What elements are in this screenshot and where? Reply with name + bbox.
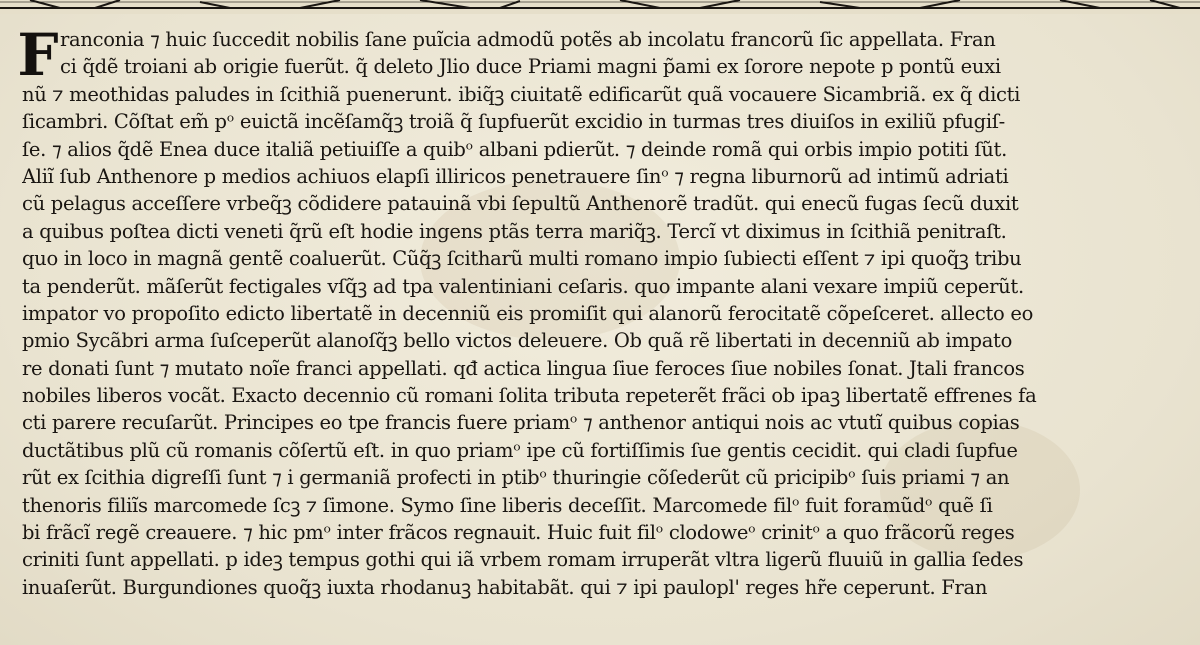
text-line: nũ ⁊ meothidas paludes in ſcithiã puenerunt. ibiq̃ꝫ ciuitatẽ edificarũt quã vocauere Sicambriã. ex q̃ dicti: [22, 82, 1021, 106]
text-line: a quibus poſtea dicti veneti q̃rũ eſt hodie ingens ptãs terra mariq̃ꝫ. Tercĩ vt diximus in ſcithiã penitraſt.: [22, 219, 1007, 243]
text-line: Aliĩ ſub Anthenore p medios achiuos elapſi illiricos penetrauere ſinᵒ ⁊ regna liburnorũ ad intimũ adriati: [22, 164, 1009, 188]
text-line: cũ pelagus acceſſere vrbeq̃ꝫ cõdidere patauinã vbi ſepultũ Anthenorẽ tradũt. qui enecũ fugas ſecũ duxit: [22, 192, 1019, 216]
text-line: ſicambri. Cõſtat em̃ pᵒ euictã incẽſamq̃ꝫ troiã q̃ ſupfuerũt excidio in turmas tres diuiſos in exiliũ pfugiſ-: [22, 110, 1005, 134]
text-line: ci q̃dẽ troiani ab origie fuerũt. q̃ deleto Jlio duce Priami magni p̃ami ex ſorore nepote p pontũ euxi: [60, 55, 1001, 79]
text-line: rũt ex ſcithia digreſſi ſunt ⁊ i germaniã profecti in ptibᵒ thuringie cõſederũt cũ pricipibᵒ ſuis priami ⁊ an: [22, 466, 1010, 490]
body-text: [22, 26, 1192, 601]
text-line: cti parere recuſarũt. Principes eo tpe francis fuere priamᵒ ⁊ anthenor antiqui nois ac vtutĩ quibus copias: [22, 411, 1020, 435]
text-line: inuaſerũt. Burgundiones quoq̃ꝫ iuxta rhodanuꝫ habitabãt. qui ⁊ ipi paulopl' reges hr̃e ceperunt. Fran: [22, 575, 988, 599]
text-line: ta penderũt. mãſerũt fectigales vſq̃ꝫ ad tpa valentiniani ceſaris. quo impante alani vexare impiũ ceperũt.: [22, 274, 1024, 298]
text-line: nobiles liberos vocãt. Exacto decennio cũ romani ſolita tributa repeterẽt frãci ob ipaꝫ libertatẽ effrenes fa: [22, 384, 1037, 408]
text-line: bi frãcĩ regẽ creauere. ⁊ hic pmᵒ inter frãcos regnauit. Huic fuit filᵒ clodoweᵒ crinitᵒ a quo frãcorũ reges: [22, 521, 1015, 545]
text-line: criniti ſunt appellati. p ideꝫ tempus gothi qui iã vrbem romam irruperãt vltra ligerũ fluuiũ in gallia ſedes: [22, 548, 1024, 572]
text-line: ranconia ⁊ huic ſuccedit nobilis ſane puĩcia admodũ potẽs ab incolatu francorũ ſic appellata. Fran: [60, 28, 996, 51]
drop-cap-initial: F: [17, 21, 59, 89]
text-line: pmio Sycãbri arma ſuſceperũt alanoſq̃ꝫ bello victos deleuere. Ob quã rẽ libertati in decenniũ ab impato: [22, 329, 1013, 353]
text-line: impator vo propoſito edicto libertatẽ in decenniũ eis promiſit qui alanorũ ferocitatẽ cõpeſceret. allecto eo: [22, 301, 1034, 325]
text-line: ſe. ⁊ alios q̃dẽ Enea duce italiã petiuiſſe a quibᵒ albani pdierũt. ⁊ deinde romã qui orbis impio potiti ſũt.: [22, 137, 1007, 161]
text-line: thenoris filiĩs marcomede ſcꝫ ⁊ ſimone. Symo ſine liberis deceſſit. Marcomede filᵒ fuit foramũdᵒ quẽ ſi: [22, 493, 993, 517]
text-line: re donati ſunt ⁊ mutato noĩe franci appellati. qđ actica lingua ſiue feroces ſiue nobiles ſonat. Jtali francos: [22, 356, 1025, 380]
woodcut-border: [0, 0, 1200, 14]
text-line: ductãtibus plũ cũ romanis cõſertũ eſt. in quo priamᵒ ipe cũ fortiſſimis ſue gentis cecidit. qui cladi ſupfue: [22, 438, 1018, 462]
text-line: quo in loco in magnã gentẽ coaluerũt. Cũq̃ꝫ ſcitharũ multi romano impio ſubiecti eſſent ⁊ ipi quoq̃ꝫ tribu: [22, 247, 1022, 271]
